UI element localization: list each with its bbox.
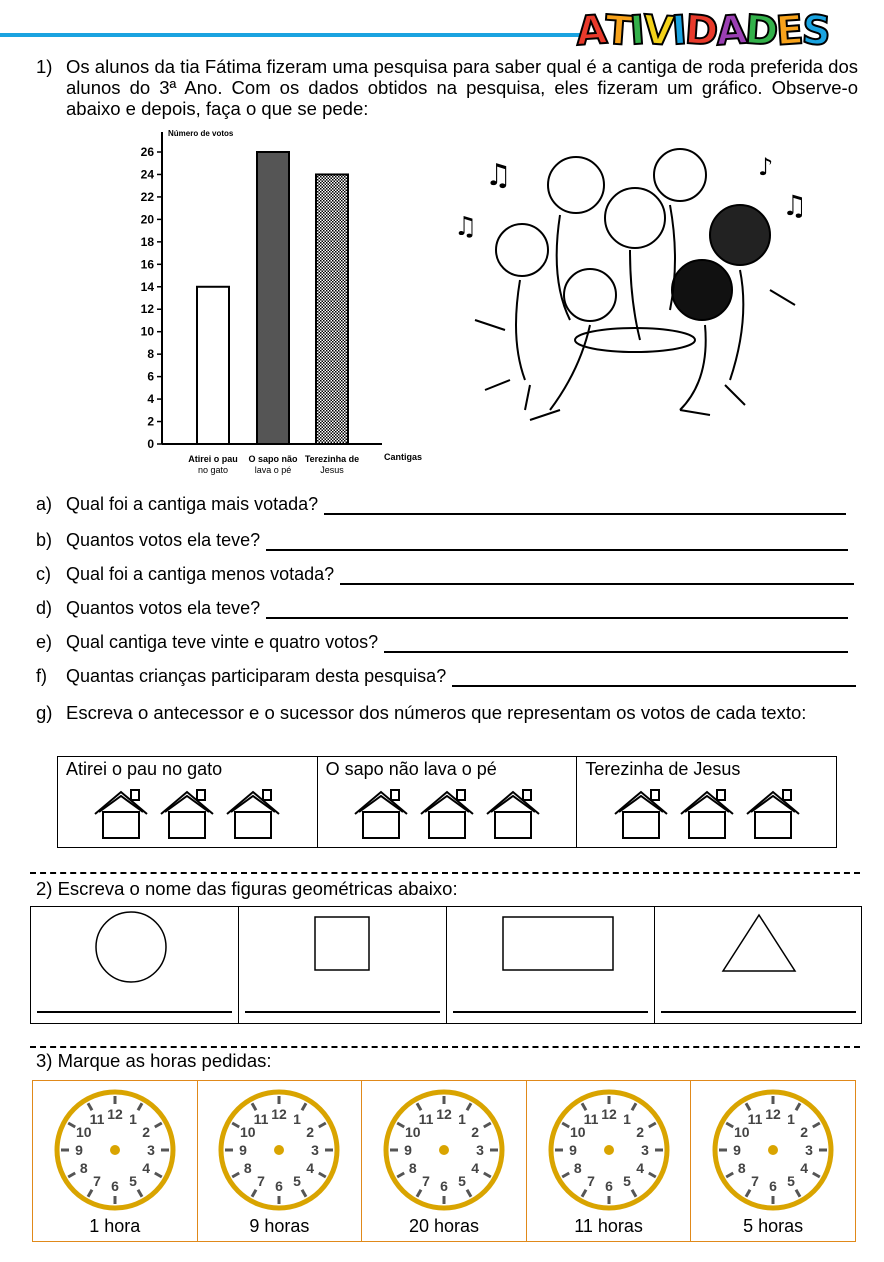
clock-face[interactable] (708, 1085, 838, 1215)
clock-number: 6 (604, 1178, 613, 1194)
question-row (36, 494, 846, 515)
house-outline[interactable] (745, 786, 801, 842)
y-tick-label: 4 (147, 392, 154, 407)
y-tick-label: 26 (140, 145, 154, 159)
y-tick-label: 0 (147, 437, 154, 451)
y-tick-label: 14 (140, 279, 154, 294)
clock-number: 4 (306, 1160, 315, 1176)
house-outline[interactable] (485, 786, 541, 842)
logo-letter: S (800, 7, 831, 55)
clock-number: 12 (271, 1106, 288, 1122)
y-tick-label: 2 (147, 414, 154, 429)
clock-number: 12 (765, 1106, 781, 1122)
clock-number: 11 (583, 1110, 598, 1127)
triangle-shape (655, 907, 862, 987)
clock-number: 1 (458, 1110, 466, 1127)
svg-text:♫: ♫ (782, 189, 808, 222)
clock-number: 8 (244, 1160, 253, 1176)
clock-number: 11 (418, 1110, 434, 1127)
votes-bar-chart (110, 128, 440, 488)
clock-number: 3 (640, 1142, 649, 1158)
question-label: a) (36, 494, 53, 514)
clock-number: 3 (805, 1142, 814, 1158)
answer-line[interactable] (340, 569, 854, 585)
category-label: Terezinha de (304, 454, 360, 464)
bar (197, 287, 229, 444)
logo-letter: I (628, 7, 645, 55)
question-text: Os alunos da tia Fátima fizeram uma pesquisa para saber qual é a cantiga de roda preferida dos alunos do 3ª Ano. Com os dados obtidos na pesquisa, eles fizeram um gráfico. Observe-o abaixo e depois, faça o que se pede: (66, 56, 858, 119)
square-shape (239, 907, 446, 987)
question-text: Quantos votos ela teve? (66, 530, 261, 550)
shape-cell-square (239, 907, 447, 1023)
question-label: g) (36, 702, 53, 723)
y-tick-label: 10 (140, 324, 154, 339)
circle-shape (31, 907, 238, 987)
header-line (0, 33, 600, 37)
category-label: lava o pé (254, 465, 292, 475)
clock-number: 9 (568, 1142, 577, 1158)
house-group (326, 786, 569, 842)
clock-number: 12 (436, 1106, 452, 1122)
house-outline[interactable] (613, 786, 669, 842)
clock-number: 9 (74, 1142, 83, 1158)
clock-number: 10 (734, 1124, 750, 1140)
shape-cell-circle (31, 907, 239, 1023)
clock-number: 5 (458, 1173, 466, 1190)
question-text: Qual cantiga teve vinte e quatro votos? (66, 632, 379, 652)
answer-line[interactable] (266, 603, 848, 619)
logo-letter: V (641, 7, 674, 55)
house-outline[interactable] (419, 786, 475, 842)
category-label: Atirei o pau (188, 454, 238, 464)
house-outline[interactable] (353, 786, 409, 842)
atividades-logo (576, 6, 876, 58)
svg-text:♫: ♫ (454, 212, 478, 242)
clock-face[interactable] (50, 1085, 180, 1215)
house-outline[interactable] (225, 786, 281, 842)
question-row (36, 666, 856, 687)
clock-cell (198, 1081, 363, 1241)
clock-number: 6 (440, 1178, 448, 1194)
question-row (36, 598, 848, 619)
clock-number: 1 (128, 1110, 137, 1127)
clock-number: 4 (142, 1160, 150, 1176)
house-outline[interactable] (159, 786, 215, 842)
bar (257, 152, 289, 444)
question-label: b) (36, 530, 53, 550)
logo-letter: A (714, 7, 747, 55)
clock-number: 7 (422, 1173, 430, 1190)
clock-number: 8 (738, 1160, 746, 1176)
clock-hour-label: 11 horas (574, 1216, 643, 1236)
house-group (585, 786, 828, 842)
clock-hour-label: 20 horas (408, 1216, 480, 1236)
clock-face[interactable] (379, 1085, 509, 1215)
shapes-grid (30, 906, 862, 1024)
clock-number: 10 (240, 1124, 256, 1140)
clock-cell (691, 1081, 855, 1241)
logo-letter: I (670, 7, 687, 55)
clock-number: 5 (293, 1173, 302, 1190)
answer-line[interactable] (245, 1011, 440, 1013)
clock-number: 1 (787, 1110, 796, 1127)
cell-title: Terezinha de Jesus (585, 759, 741, 779)
clock-number: 4 (471, 1160, 480, 1176)
answer-line[interactable] (453, 1011, 648, 1013)
y-tick-label: 24 (140, 167, 154, 182)
logo-letter: D (743, 6, 778, 56)
logo-letter: T (603, 7, 632, 55)
clock-number: 10 (569, 1124, 586, 1140)
question-1 (36, 56, 858, 119)
question-number: 1) (36, 56, 53, 77)
clock-number: 7 (751, 1173, 760, 1190)
question-label: c) (36, 564, 51, 584)
house-group (66, 786, 309, 842)
bar (316, 174, 348, 444)
clock-number: 10 (75, 1124, 92, 1140)
clock-number: 9 (404, 1142, 412, 1158)
clock-number: 5 (128, 1173, 137, 1190)
question-text: Qual foi a cantiga menos votada? (66, 564, 335, 584)
children-dancing-illustration (440, 140, 830, 440)
answer-line[interactable] (452, 671, 856, 687)
y-tick-label: 6 (147, 369, 154, 384)
shape-cell-triangle (655, 907, 862, 1023)
clock-number: 7 (92, 1173, 101, 1190)
category-label: no gato (197, 465, 229, 475)
y-axis-label: Número de votos (168, 129, 234, 138)
clock-number: 6 (275, 1178, 284, 1194)
category-label: Jesus (320, 465, 344, 475)
clock-number: 2 (471, 1124, 480, 1140)
y-tick-label: 8 (147, 347, 154, 362)
clock-hour-label: 5 horas (743, 1216, 804, 1236)
clock-number: 2 (306, 1124, 315, 1140)
clock-number: 7 (257, 1173, 266, 1190)
question-label: d) (36, 598, 53, 618)
clock-hour-label: 1 hora (89, 1216, 141, 1236)
clock-number: 9 (733, 1142, 742, 1158)
clock-number: 11 (89, 1110, 105, 1127)
clock-number: 12 (600, 1106, 617, 1122)
question-row (36, 564, 854, 585)
clocks-row (32, 1080, 856, 1242)
cell-title: Atirei o pau no gato (66, 759, 223, 779)
table-cell (58, 757, 318, 848)
logo-letter: D (683, 6, 718, 56)
question-g (36, 702, 858, 724)
y-tick-label: 20 (140, 212, 154, 227)
question-text: Quantas crianças participaram desta pesquisa? (66, 666, 447, 686)
house-outline[interactable] (679, 786, 735, 842)
logo-letter: A (574, 7, 607, 55)
question-text: Qual foi a cantiga mais votada? (66, 494, 319, 514)
clock-cell (527, 1081, 692, 1241)
cell-title: O sapo não lava o pé (325, 759, 497, 779)
clock-number: 9 (239, 1142, 248, 1158)
question-text: Escreva o antecessor e o sucessor dos números que representam os votos de cada texto: (66, 702, 807, 723)
clock-number: 1 (622, 1110, 631, 1127)
clock-number: 2 (800, 1124, 809, 1140)
clock-face[interactable] (544, 1085, 674, 1215)
answer-line[interactable] (324, 499, 846, 515)
y-tick-label: 18 (140, 234, 154, 249)
table-cell (577, 757, 837, 848)
predecessor-successor-table (57, 756, 837, 848)
dashed-divider (30, 1046, 860, 1048)
clock-hour-label: 9 horas (249, 1216, 310, 1236)
clock-number: 1 (293, 1110, 302, 1127)
question-label: f) (36, 666, 47, 686)
clock-number: 6 (110, 1178, 119, 1194)
clock-number: 3 (146, 1142, 155, 1158)
clock-number: 2 (142, 1124, 150, 1140)
y-tick-label: 12 (140, 302, 154, 317)
clock-number: 5 (622, 1173, 631, 1190)
clock-number: 8 (79, 1160, 88, 1176)
clock-face[interactable] (214, 1085, 344, 1215)
question-3-title: 3) Marque as horas pedidas: (36, 1050, 272, 1071)
clock-cell (33, 1081, 198, 1241)
question-row (36, 530, 848, 551)
clock-number: 8 (573, 1160, 582, 1176)
clock-number: 7 (586, 1173, 595, 1190)
clock-number: 4 (635, 1160, 644, 1176)
clock-cell (362, 1081, 527, 1241)
question-text: Quantos votos ela teve? (66, 598, 261, 618)
answer-line[interactable] (384, 637, 848, 653)
clock-number: 8 (408, 1160, 417, 1176)
y-tick-label: 22 (140, 189, 154, 204)
svg-text:♫: ♫ (485, 158, 512, 193)
logo-letter: E (774, 7, 804, 55)
clock-number: 3 (311, 1142, 320, 1158)
svg-text:♪: ♪ (758, 153, 774, 181)
answer-line[interactable] (37, 1011, 232, 1013)
clock-number: 12 (107, 1106, 123, 1122)
rectangle-shape (447, 907, 654, 987)
category-label: O sapo não (248, 454, 298, 464)
answer-line[interactable] (266, 535, 848, 551)
clock-number: 11 (253, 1110, 269, 1127)
question-label: e) (36, 632, 53, 652)
x-axis-label: Cantigas (384, 452, 423, 462)
clock-number: 4 (800, 1160, 809, 1176)
clock-number: 6 (769, 1178, 778, 1194)
clock-number: 2 (635, 1124, 644, 1140)
clock-number: 10 (404, 1124, 421, 1140)
question-row (36, 632, 848, 653)
clock-number: 11 (747, 1110, 763, 1127)
clock-number: 5 (787, 1173, 796, 1190)
question-2-title: 2) Escreva o nome das figuras geométricas abaixo: (36, 878, 458, 899)
y-tick-label: 16 (140, 257, 154, 272)
answer-line[interactable] (661, 1011, 856, 1013)
table-cell (317, 757, 577, 848)
dashed-divider (30, 872, 860, 874)
shape-cell-rectangle (447, 907, 655, 1023)
house-outline[interactable] (93, 786, 149, 842)
clock-number: 3 (476, 1142, 484, 1158)
